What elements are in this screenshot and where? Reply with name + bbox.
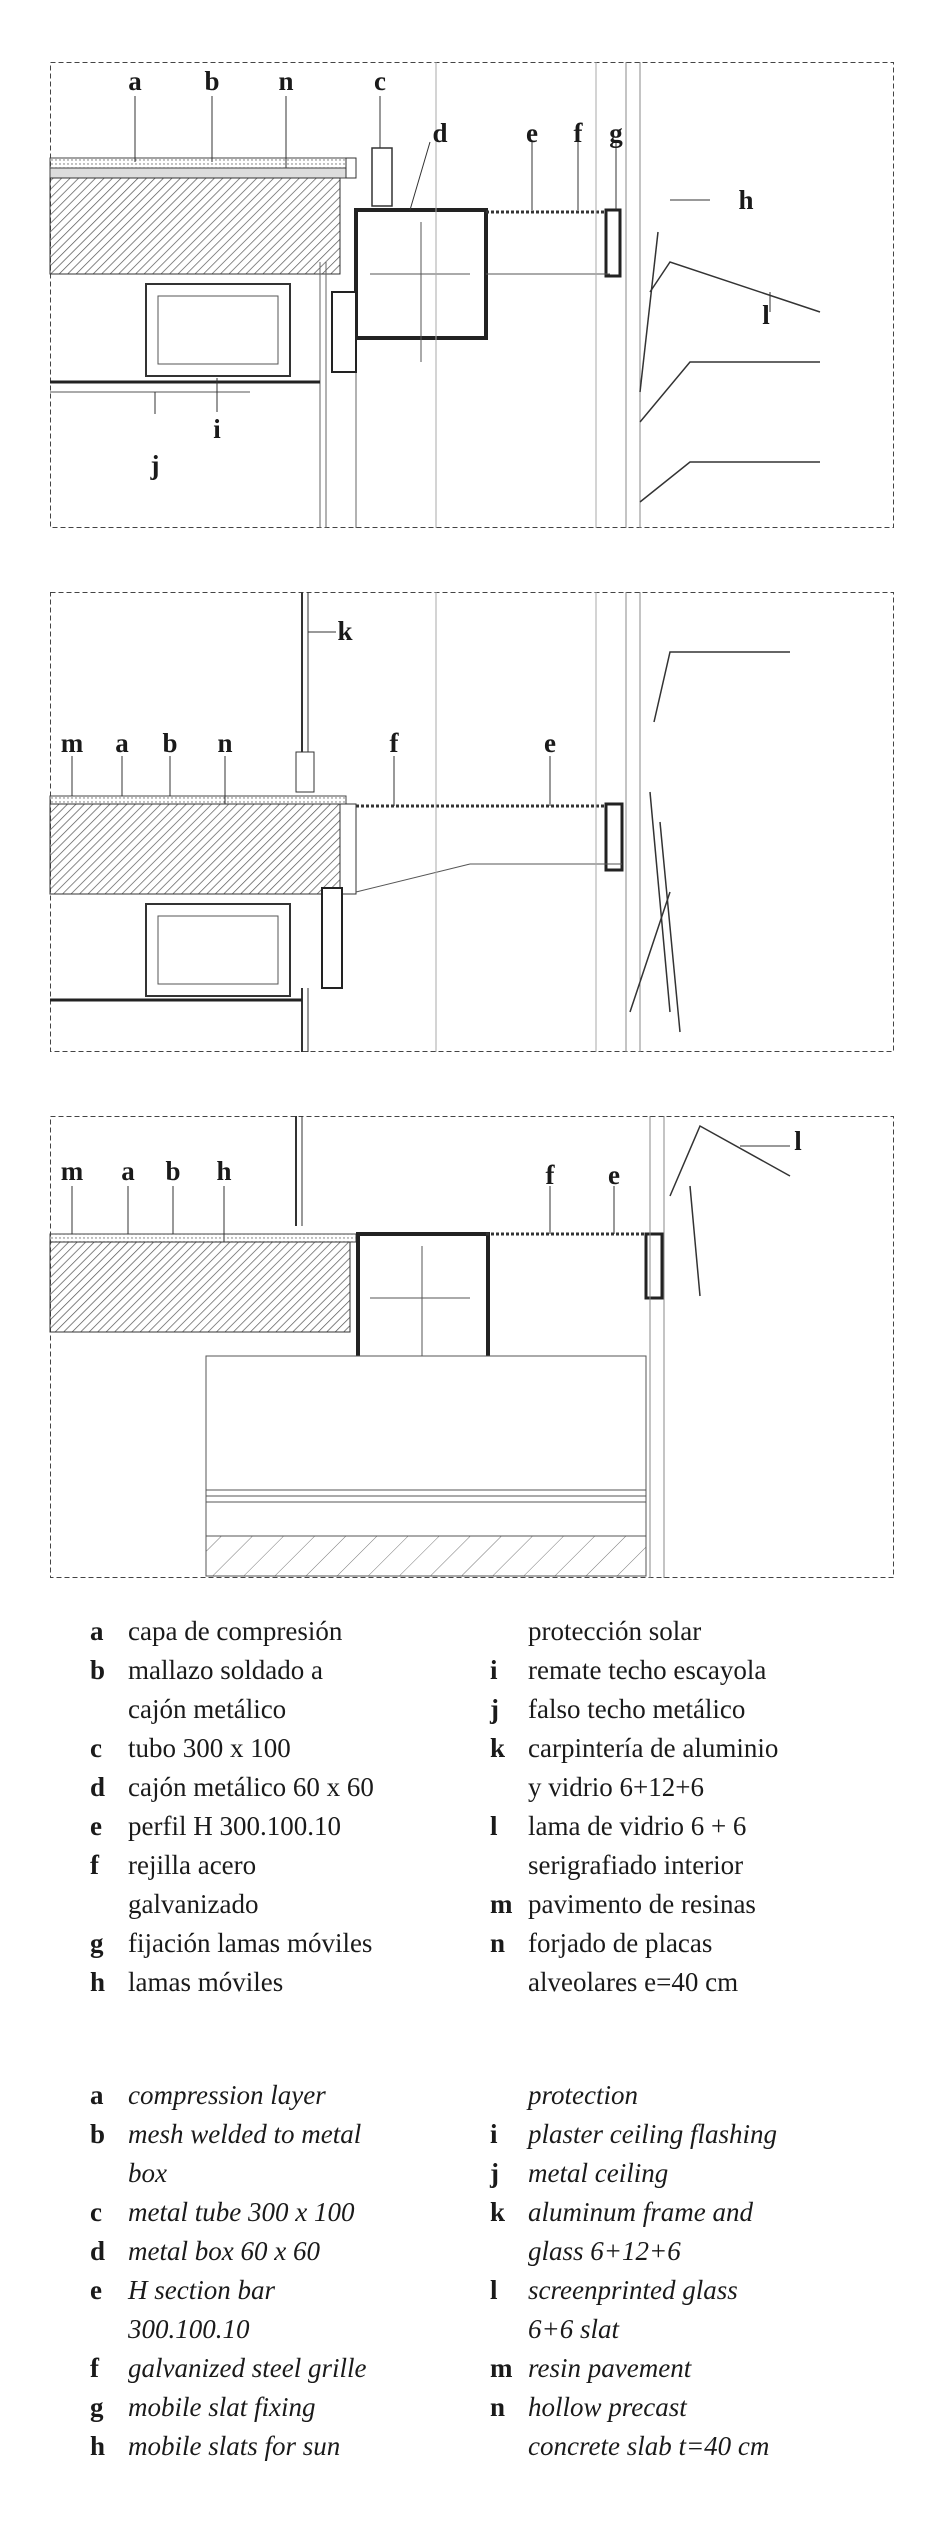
label-b: b [204,66,220,96]
label-b: b [165,1156,181,1186]
label-n: n [278,66,294,96]
label-c: c [374,66,386,96]
label-b: b [162,728,178,758]
label-f: f [573,118,583,148]
section-1-drawing [50,62,894,528]
label-f: f [389,728,399,758]
label-i: i [213,414,221,444]
legend-spanish: a capa de compresión b mallazo soldado a cajón metálico c tubo 300 x 100 d cajón metálico 60 x 60 e perfil H 300.100.10 f rejilla acero galvanizado g fijación lamas móviles h lamas móviles protección solar i remate techo escayola j falso techo metálico k carpintería de aluminio y vidrio 6+12+6 l lama de vidrio 6 + 6 serigrafiado interior m pavimento de resinas n forjado de placas alveolares e=40 cm [90,1616,779,1997]
legend-english: a compression layer b mesh welded to metal box c metal tube 300 x 100 d metal box 60 x 60 e H section bar 300.100.10 f galvanized steel grille g mobile slat fixing h mobile slats for sun protection i plaster ceiling flashing j metal ceiling k aluminum frame and glass 6+12+6 l screenprinted glass 6+6 slat m resin pavement n hollow precast concrete slab t=40 cm [90,2080,777,2461]
label-g: g [609,118,623,148]
label-a: a [115,728,129,758]
label-h: h [216,1156,232,1186]
detail-section-1 [50,62,894,528]
label-f: f [545,1160,555,1190]
label-d: d [432,118,448,148]
detail-section-2 [50,592,894,1052]
label-a: a [121,1156,135,1186]
label-k: k [337,616,353,646]
label-e: e [608,1160,620,1190]
label-l: l [794,1126,802,1156]
label-n: n [217,728,233,758]
section-2-drawing [50,592,894,1052]
label-m: m [60,728,84,758]
label-h: h [738,185,754,215]
detail-section-3 [50,1116,894,1578]
label-e: e [526,118,538,148]
label-a: a [128,66,142,96]
label-j: j [150,450,160,480]
label-e: e [544,728,556,758]
label-m: m [60,1156,84,1186]
label-l: l [762,300,770,330]
